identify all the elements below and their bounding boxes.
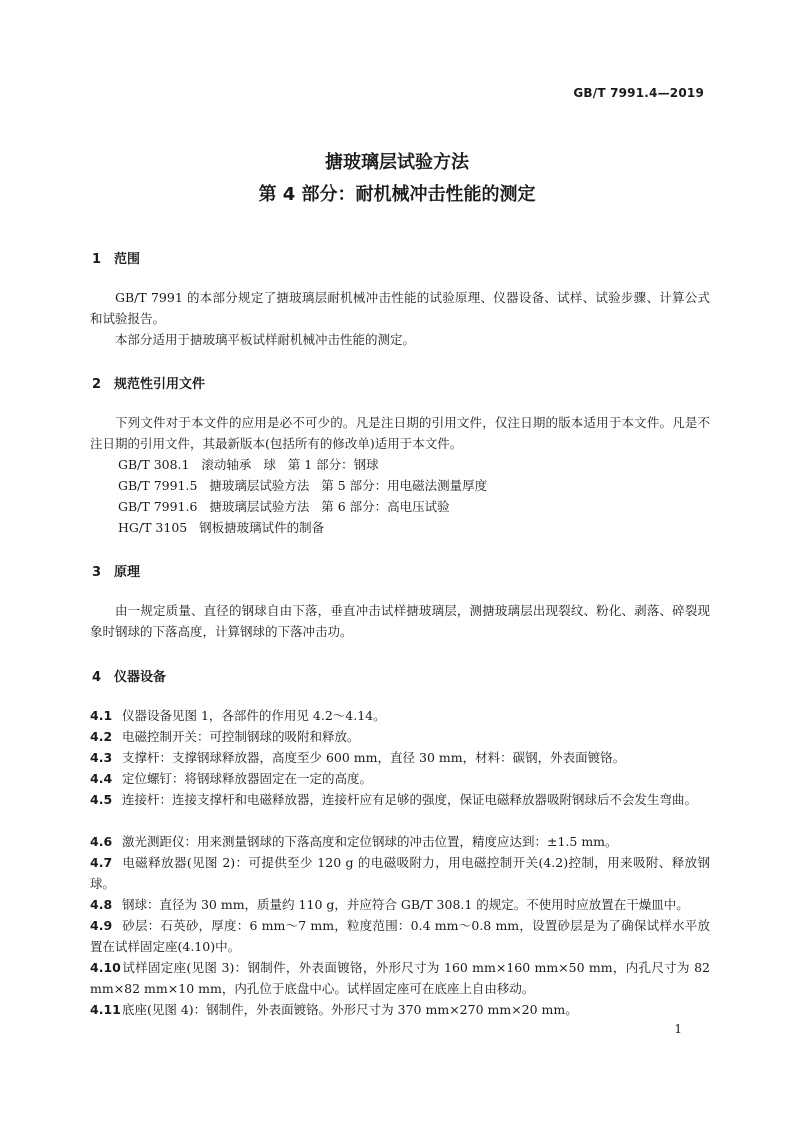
reference-item: GB/T 7991.6 搪玻璃层试验方法 第 6 部分：高电压试验 [118,499,450,514]
clause-number: 4.11 [90,1002,121,1017]
paragraph: 由一规定质量、直径的钢球自由下落，垂直冲击试样搪玻璃层，测搪玻璃层出现裂纹、粉化、剥落、碎裂现象时钢球的下落高度，计算钢球的下落冲击功。 [90,603,710,639]
section-title: 规范性引用文件 [114,377,206,392]
clause-item [90,852,710,894]
standard-code: GB/T 7991.4—2019 [573,86,704,100]
clause-number: 4.2 [90,729,113,744]
page-number: 1 [674,1022,682,1036]
clause-item [90,789,710,810]
document-title: 搪玻璃层试验方法 [325,152,469,173]
section-heading-apparatus [92,666,166,685]
clause-text: 连接杆：连接支撑杆和电磁释放器，连接杆应有足够的强度，保证电磁释放器吸附钢球后不会发生弯曲。 [122,792,698,807]
clause-item [90,705,710,726]
section-number: 2 [92,377,102,392]
clause-text: 激光测距仪：用来测量钢球的下落高度和定位钢球的冲击位置，精度应达到：±1.5 mm。 [122,834,618,849]
paragraph: 本部分适用于搪玻璃平板试样耐机械冲击性能的测定。 [115,332,416,347]
clause-text: 钢球：直径为 30 mm，质量约 110 g，并应符合 GB/T 308.1 的规定。不使用时应放置在干燥皿中。 [122,897,689,912]
section-title: 仪器设备 [114,670,167,685]
clause-text: 试样固定座(见图 3)：钢制件，外表面镀铬，外形尺寸为 160 mm×160 mm×50 mm，内孔尺寸为 82 mm×82 mm×10 mm，内孔位于底盘中心。试样固定座可在底座上自由移动。 [90,960,710,996]
section-title: 原理 [114,565,141,580]
clause-item [90,726,710,747]
section-heading-normative-references [92,373,205,392]
clause-text: 砂层：石英砂，厚度：6 mm～7 mm，粒度范围：0.4 mm～0.8 mm，设置砂层是为了确保试样水平放置在试样固定座(4.10)中。 [90,918,710,954]
clause-text: 电磁控制开关：可控制钢球的吸附和释放。 [122,729,360,744]
section-heading-principle [92,561,140,580]
section-heading-scope [92,248,140,267]
clause-text: 电磁释放器(见图 2)：可提供至少 120 g 的电磁吸附力，用电磁控制开关(4.2)控制，用来吸附、释放钢球。 [90,855,710,891]
clause-item [90,768,710,789]
section-title: 范围 [114,252,141,267]
document-subtitle: 第 4 部分：耐机械冲击性能的测定 [258,184,536,205]
clause-number: 4.3 [90,750,113,765]
clause-number: 4.7 [90,855,113,870]
reference-item: GB/T 308.1 滚动轴承 球 第 1 部分：钢球 [118,457,379,472]
paragraph: 下列文件对于本文件的应用是必不可少的。凡是注日期的引用文件，仅注日期的版本适用于本文件。凡是不注日期的引用文件，其最新版本(包括所有的修改单)适用于本文件。 [90,415,710,451]
clause-text: 定位螺钉：将钢球释放器固定在一定的高度。 [122,771,373,786]
reference-item: GB/T 7991.5 搪玻璃层试验方法 第 5 部分：用电磁法测量厚度 [118,478,488,493]
section-number: 3 [92,565,102,580]
clause-number: 4.8 [90,897,113,912]
clause-number: 4.1 [90,708,113,723]
clause-number: 4.9 [90,918,113,933]
clause-item [90,831,710,852]
clause-number: 4.5 [90,792,113,807]
reference-item: HG/T 3105 钢板搪玻璃试件的制备 [118,520,325,535]
clause-text: 底座(见图 4)：钢制件，外表面镀铬。外形尺寸为 370 mm×270 mm×20 mm。 [122,1002,578,1017]
paragraph: GB/T 7991 的本部分规定了搪玻璃层耐机械冲击性能的试验原理、仪器设备、试样、试验步骤、计算公式和试验报告。 [90,290,710,326]
clause-item [90,894,710,915]
clause-item [90,747,710,768]
clause-number: 4.4 [90,771,113,786]
section-number: 4 [92,670,102,685]
clause-item [90,957,710,999]
clause-item [90,999,710,1020]
section-number: 1 [92,252,102,267]
clause-number: 4.10 [90,960,121,975]
clause-number: 4.6 [90,834,113,849]
clause-text: 仪器设备见图 1，各部件的作用见 4.2～4.14。 [122,708,386,723]
clause-text: 支撑杆：支撑钢球释放器，高度至少 600 mm，直径 30 mm，材料：碳钢，外表面镀铬。 [122,750,626,765]
clause-item [90,915,710,957]
